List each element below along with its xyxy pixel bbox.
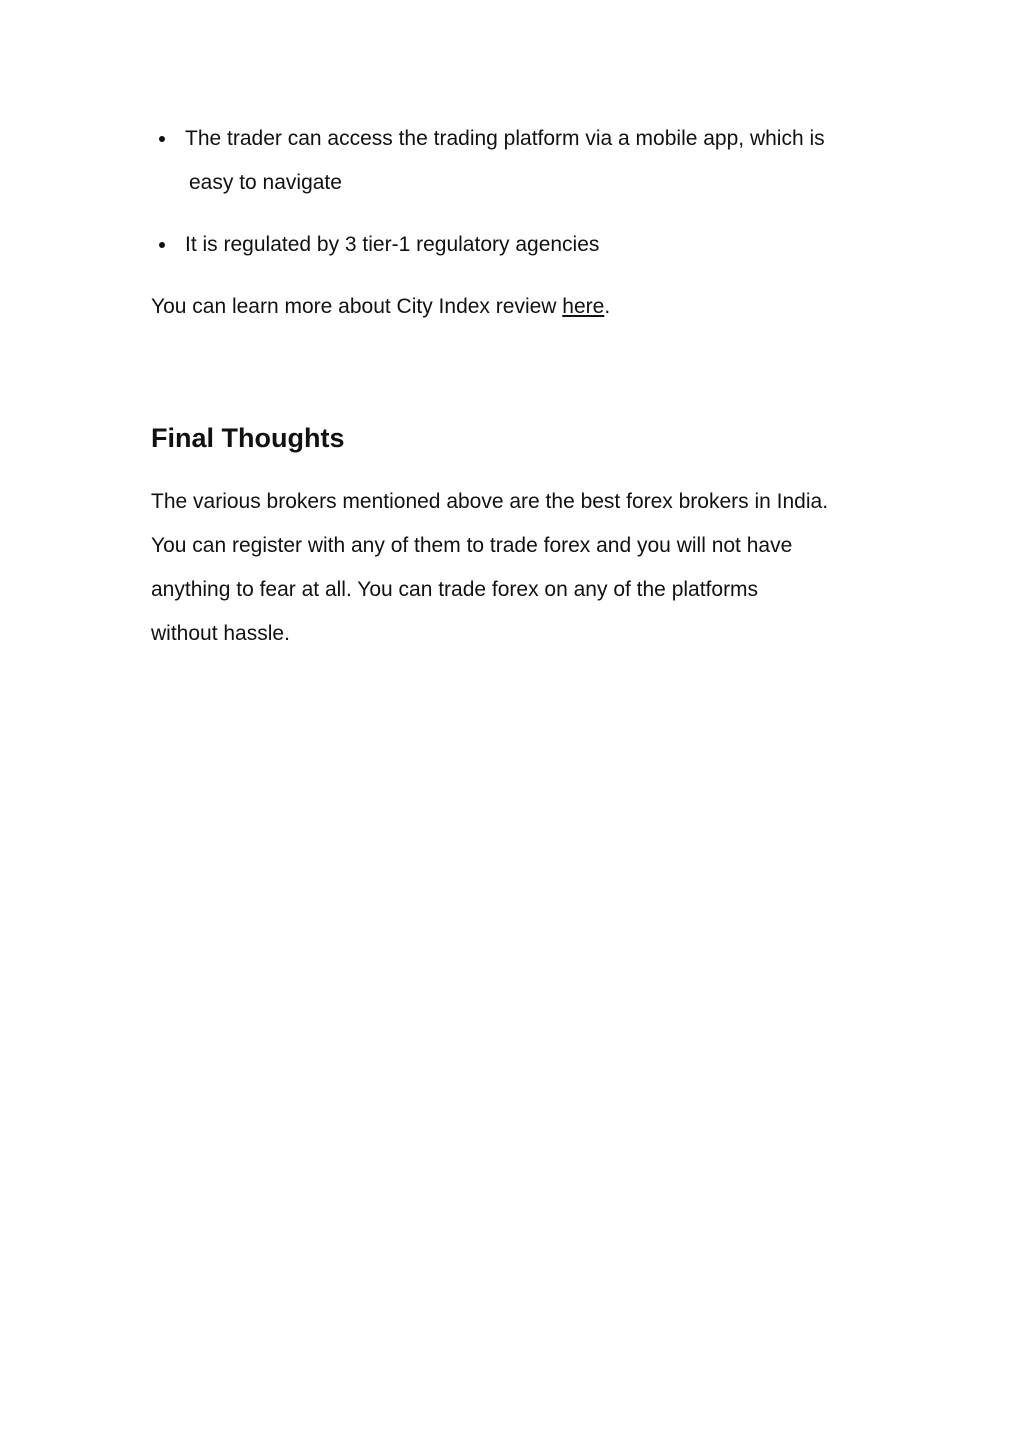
conclusion-paragraph: [151, 480, 891, 656]
conclusion-line: You can register with any of them to trade forex and you will not have: [151, 534, 793, 557]
learn-more-suffix: .: [604, 295, 611, 318]
bullet-item-regulation: [151, 223, 891, 267]
bullet-text-line: The trader can access the trading platform via a mobile app, which is: [185, 127, 825, 150]
bullet-text-line: easy to navigate: [189, 171, 342, 194]
learn-more-text: You can learn more about City Index review: [151, 295, 563, 318]
feature-bullet-list: [151, 117, 891, 285]
conclusion-line: The various brokers mentioned above are the best forex brokers in India.: [151, 490, 829, 513]
bullet-item-mobile-app: [151, 117, 891, 205]
bullet-dot-icon: [159, 136, 165, 142]
conclusion-line: anything to fear at all. You can trade forex on any of the platforms: [151, 578, 759, 601]
conclusion-line: without hassle.: [151, 622, 290, 645]
final-thoughts-heading: Final Thoughts: [151, 423, 345, 453]
here-link[interactable]: here: [562, 295, 605, 318]
learn-more-paragraph: [151, 285, 891, 329]
bullet-dot-icon: [159, 242, 165, 248]
bullet-text-line: It is regulated by 3 tier-1 regulatory agencies: [185, 233, 600, 256]
